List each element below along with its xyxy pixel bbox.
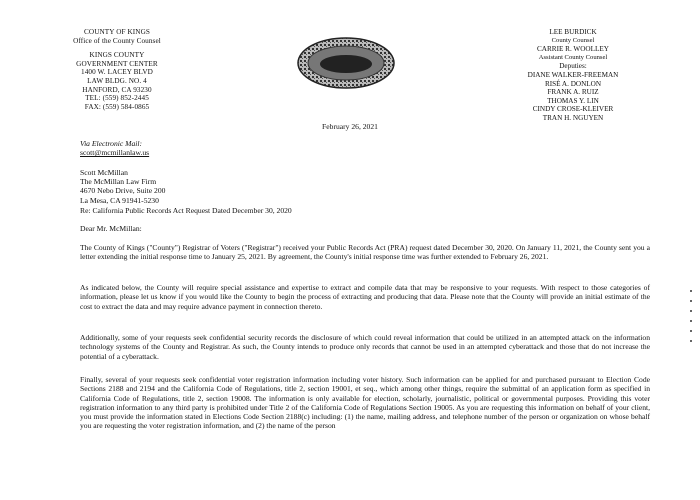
counsel-title: County Counsel — [551, 36, 595, 44]
deputy-name: RISÉ A. DONLON — [544, 79, 602, 88]
deputies-label: Deputies: — [559, 62, 587, 71]
address-line: HANFORD, CA 93230 — [82, 85, 152, 94]
scan-artifact-marks — [690, 290, 694, 450]
address-line: LAW BLDG. NO. 4 — [87, 76, 147, 85]
assistant-title: Assistant County Counsel — [538, 53, 608, 61]
deputy-name: DIANE WALKER-FREEMAN — [527, 70, 619, 79]
phone-line: TEL: (559) 852-2445 — [85, 94, 149, 103]
deputy-name: CINDY CROSE-KLEIVER — [532, 105, 614, 114]
letter-date: February 26, 2021 — [322, 122, 378, 131]
body-paragraph: Additionally, some of your requests seek confidential security records the disclosure of which could reveal information that could be utilized in an attempted attack on the information technology systems of the County and Registrar. As such, the County intends to produce only records that cannot be used in an attempted cyberattack and those that do not increase the potential of a cyberattack. — [80, 333, 650, 361]
recipient-firm: The McMillan Law Firm — [80, 177, 157, 187]
deputy-name: FRANK A. RUIZ — [547, 88, 599, 97]
recipient-city: La Mesa, CA 91941-5230 — [80, 195, 159, 205]
address-line: GOVERNMENT CENTER — [76, 59, 158, 68]
subject-line: Re: California Public Records Act Request Dated December 30, 2020 — [80, 206, 292, 215]
body-paragraph: As indicated below, the County will require special assistance and expertise to extract and compile data that may be responsive to your requests. With respect to those categories of information, please let us know if you would like the County to begin the process of extracting and producing that data. Please note that the County will provide an initial estimate of the cost to extract the data and may require advance payment in connection thereto. — [80, 283, 650, 311]
delivery-block — [80, 139, 149, 157]
counsel-name: LEE BURDICK — [549, 28, 597, 36]
body-paragraph: The County of Kings ("County") Registrar of Voters ("Registrar") received your Public Records Act (PRA) request dated December 30, 2020. On January 11, 2021, the County sent you a letter extending the initial response time to January 25, 2021. By agreement, the County's initial response time was further extended to February 26, 2021. — [80, 243, 650, 262]
recipient-address — [80, 168, 165, 205]
county-seal-icon — [296, 36, 396, 90]
office-name: Office of the County Counsel — [73, 36, 161, 45]
deputy-name: THOMAS Y. LIN — [547, 96, 599, 105]
recipient-street: 4670 Nebo Drive, Suite 200 — [80, 186, 166, 196]
salutation: Dear Mr. McMillan: — [80, 224, 142, 233]
org-name: COUNTY OF KINGS — [84, 28, 150, 36]
delivery-method: Via Electronic Mail: — [80, 139, 142, 148]
assistant-name: CARRIE R. WOOLLEY — [537, 45, 609, 54]
fax-line: FAX: (559) 584-0865 — [84, 102, 150, 111]
body-paragraph: Finally, several of your requests seek confidential voter registration information including voter history. Such information can be applied for and purchased pursuant to Election Code Sections 2188 and 2194 and the California Code of Regulations, title 2, section 19001, et seq., which among other things, require the submittal of an application form as specified in California Code of Regulations, title 2, section 19008. The information is only available for election, scholarly, journalistic, political or governmental purposes. Providing this voter registration information to any third party is prohibited under Title 2 of the California Code of Regulations Section 19005. As you are requesting this information on behalf of your client, you must provide the information stated in Elections Code Section 2188(c) including: (1) the name, mailing address, and telephone number of the person or organization on whose behalf you are requesting the voter registration information, and (2) the name of the person — [80, 375, 650, 431]
letterhead-left — [42, 28, 192, 111]
recipient-email-link[interactable]: scott@mcmillanlaw.us — [80, 148, 150, 158]
address-line: 1400 W. LACEY BLVD — [81, 68, 153, 77]
address-line: KINGS COUNTY — [89, 51, 145, 60]
deputy-name: TRAN H. NGUYEN — [542, 113, 604, 122]
recipient-name: Scott McMillan — [80, 168, 128, 177]
letterhead-right — [478, 28, 668, 123]
